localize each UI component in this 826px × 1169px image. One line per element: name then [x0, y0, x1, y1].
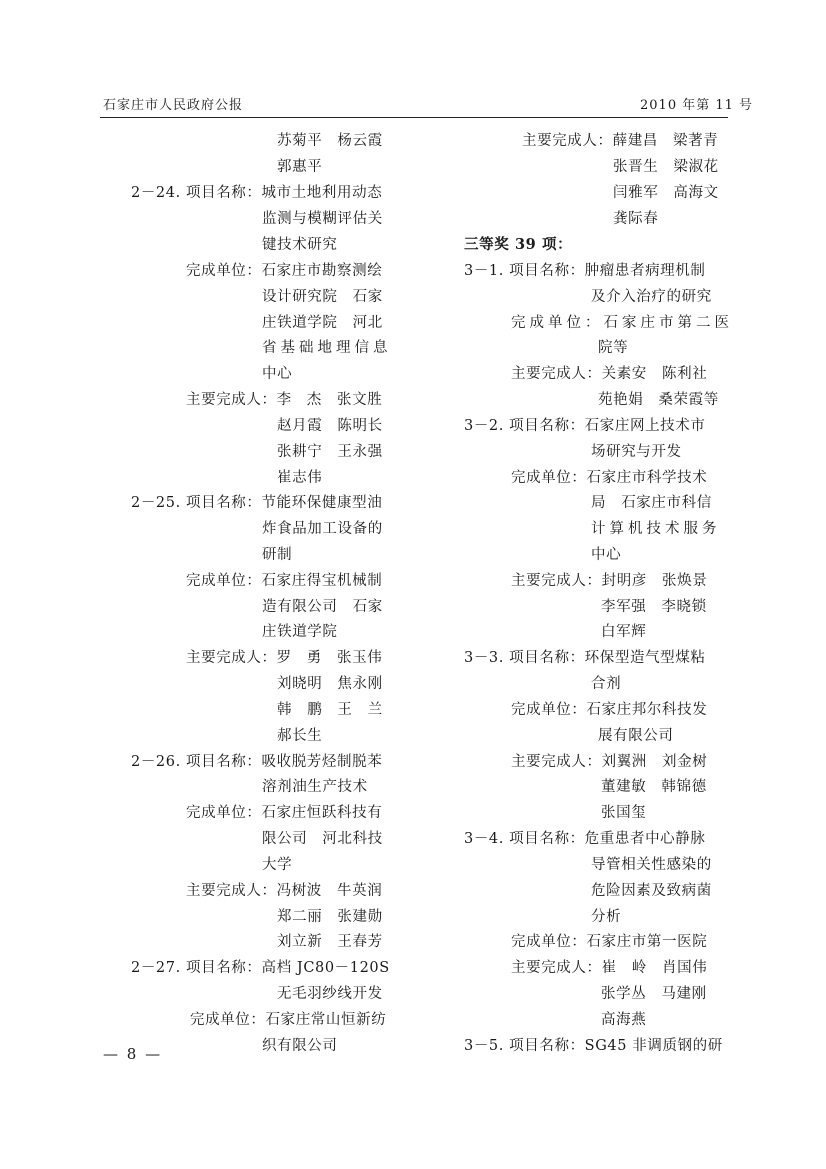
text-line: 2－27. 项目名称：高档 JC80－120S [131, 960, 390, 976]
text-line: 主要完成人：刘翼洲 刘金树 [511, 754, 708, 770]
text-line: 完成单位：石家庄市第一医院 [511, 934, 708, 950]
text-line: 龚际春 [613, 211, 659, 227]
text-line: 监测与模糊评估关 [262, 211, 383, 227]
text-line: 刘立新 王春芳 [277, 934, 383, 950]
text-line: 造有限公司 石家 [262, 599, 383, 615]
text-line: 主要完成人：罗 勇 张玉伟 [186, 650, 383, 666]
text-line: 分析 [591, 909, 622, 925]
text-line: 完成单位：石家庄邦尔科技发 [511, 702, 708, 718]
text-line: 2－25. 项目名称：节能环保健康型油 [131, 495, 383, 511]
text-line: 完成单位：石家庄市勘察测绘 [186, 263, 383, 279]
text-line: 及介入治疗的研究 [591, 289, 712, 305]
text-line: 中心 [591, 547, 622, 563]
text-line: 郭惠平 [277, 159, 323, 175]
text-line: 计算机技术服务 [591, 521, 721, 537]
text-line: 大学 [262, 857, 293, 873]
text-line: 庄铁道学院 河北 [262, 315, 383, 331]
text-line: 场研究与开发 [591, 444, 682, 460]
text-line: 导管相关性感染的 [591, 857, 712, 873]
text-line: 完成单位：石家庄市第二医 [511, 315, 733, 331]
text-line: 苏菊平 杨云霞 [277, 133, 383, 149]
text-line: 织有限公司 [262, 1038, 338, 1054]
text-line: 赵月霞 陈明长 [277, 418, 383, 434]
text-line: 省基础地理信息 [262, 340, 392, 356]
text-line: 完成单位：石家庄常山恒新纺 [190, 1012, 387, 1028]
issue-number: 2010 年第 11 号 [640, 98, 754, 113]
text-line: 主要完成人：李 杰 张文胜 [186, 392, 383, 408]
text-line: 庄铁道学院 [262, 624, 338, 640]
text-line: 高海燕 [601, 1012, 647, 1028]
text-line: 主要完成人：薛建昌 梁著青 [522, 133, 719, 149]
text-line: 键技术研究 [262, 237, 338, 253]
text-line: 完成单位：石家庄市科学技术 [511, 470, 708, 486]
text-line: 3－3. 项目名称：环保型造气型煤粘 [464, 650, 706, 666]
text-line: 研制 [262, 547, 293, 563]
text-line: 炸食品加工设备的 [262, 521, 383, 537]
text-line: 3－4. 项目名称：危重患者中心静脉 [464, 831, 706, 847]
text-line: 设计研究院 石家 [262, 289, 383, 305]
text-line: 主要完成人：崔 岭 肖国伟 [511, 960, 708, 976]
journal-title: 石家庄市人民政府公报 [103, 98, 244, 113]
text-line: 3－5. 项目名称：SG45 非调质钢的研 [464, 1038, 723, 1054]
text-line: 限公司 河北科技 [262, 831, 383, 847]
text-line: 主要完成人：封明彦 张焕景 [511, 573, 708, 589]
text-line: 无毛羽纱线开发 [277, 986, 383, 1002]
text-line: 合剂 [591, 676, 622, 692]
text-line: 李军强 李晓锁 [601, 599, 707, 615]
text-line: 张晋生 梁淑花 [613, 159, 719, 175]
text-line: 溶剂油生产技术 [262, 779, 368, 795]
text-line: 完成单位：石家庄恒跃科技有 [186, 805, 383, 821]
text-line: 刘晓明 焦永刚 [277, 676, 383, 692]
page-number: — 8 — [103, 1045, 163, 1063]
text-line: 苑艳娟 桑荣霞等 [598, 392, 719, 408]
text-line: 白军辉 [601, 624, 647, 640]
text-line: 危险因素及致病菌 [591, 883, 712, 899]
text-line: 张学丛 马建刚 [601, 986, 707, 1002]
text-line: 展有限公司 [598, 728, 674, 744]
text-line: 张国玺 [601, 805, 647, 821]
text-line: 董建敏 韩锦德 [601, 779, 707, 795]
text-line: 中心 [262, 366, 293, 382]
text-line: 2－24. 项目名称：城市土地利用动态 [131, 185, 383, 201]
text-line: 张耕宁 王永强 [277, 444, 383, 460]
text-line: 闫雅军 高海文 [613, 185, 719, 201]
text-line: 韩 鹏 王 兰 [277, 702, 383, 718]
text-line: 郑二丽 张建勋 [277, 909, 383, 925]
text-line: 崔志伟 [277, 470, 323, 486]
text-line: 郝长生 [277, 728, 323, 744]
text-line: 主要完成人：关素安 陈利社 [511, 366, 708, 382]
text-line: 主要完成人：冯树波 牛英润 [186, 883, 383, 899]
text-line: 3－2. 项目名称：石家庄网上技术市 [464, 418, 706, 434]
text-line: 3－1. 项目名称：肿瘤患者病理机制 [464, 263, 706, 279]
text-line: 局 石家庄市科信 [591, 495, 712, 511]
section-heading: 三等奖 39 项： [464, 236, 573, 253]
text-line: 院等 [598, 340, 629, 356]
text-line: 完成单位：石家庄得宝机械制 [186, 573, 383, 589]
text-line: 2－26. 项目名称：吸收脱芳烃制脱苯 [131, 754, 383, 770]
